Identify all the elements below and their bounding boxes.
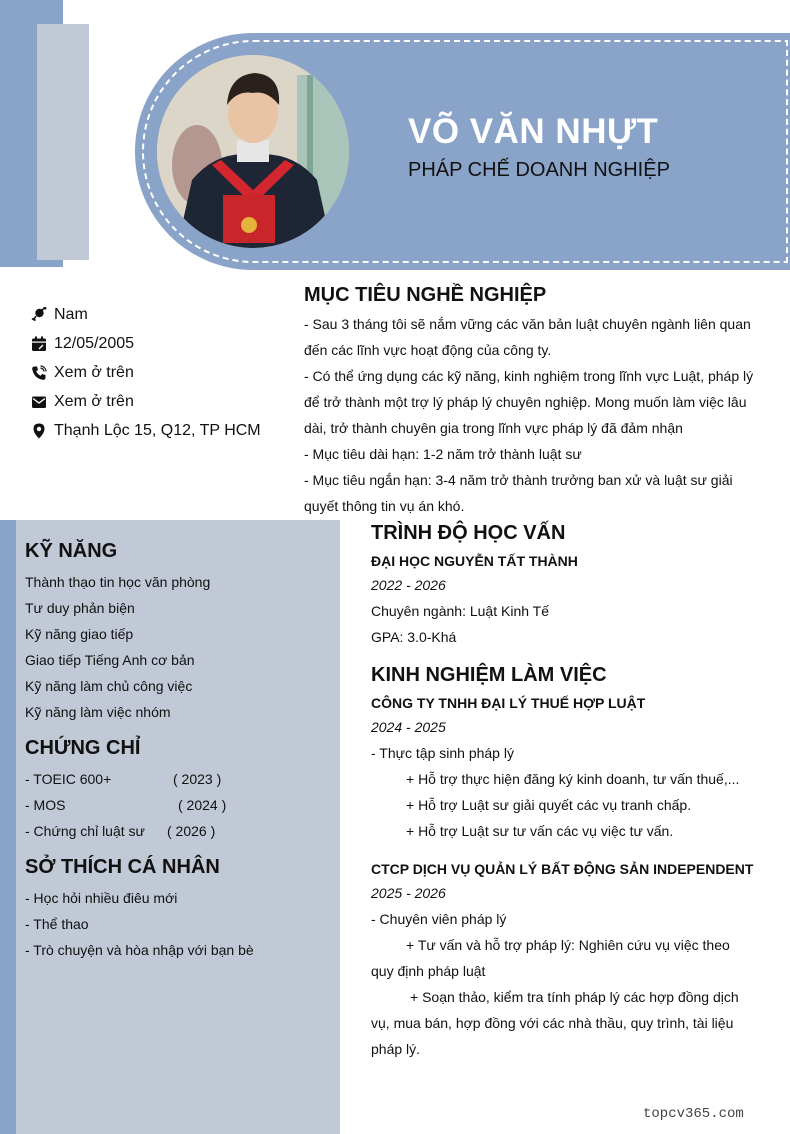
candidate-title: PHÁP CHẾ DOANH NGHIỆP — [408, 159, 670, 181]
certificate-year: ( 2023 ) — [173, 771, 222, 787]
certificate-item — [25, 792, 335, 818]
job-task: + Tư vấn và hỗ trợ pháp lý: Nghiên cứu vụ việc theo — [406, 937, 730, 953]
contact-birthdate-value: 12/05/2005 — [54, 334, 135, 352]
skill-item: Kỹ năng làm chủ công việc — [25, 678, 193, 694]
objective-paragraph: - Mục tiêu ngắn hạn: 3-4 năm trở thành trưởng ban xử và luật sư giải quyết thông tin vụ án khó. — [304, 472, 733, 514]
contact-address-value: Thạnh Lộc 15, Q12, TP HCM — [54, 421, 261, 439]
education-major: Chuyên ngành: Luật Kinh Tế — [371, 603, 549, 619]
experience-heading: KINH NGHIỆM LÀM VIỆC — [371, 664, 607, 686]
job-period: 2024 - 2025 — [371, 719, 446, 735]
job-task: + Soạn thảo, kiểm tra tính pháp lý các hợp đồng dịch — [410, 989, 739, 1005]
job-entry — [371, 692, 771, 844]
objective-paragraph: - Mục tiêu dài hạn: 1-2 năm trở thành luật sư — [304, 446, 582, 462]
email-icon — [30, 393, 47, 410]
portrait-image — [157, 55, 349, 248]
objective-paragraph: - Có thể ứng dụng các kỹ năng, kinh nghiệm trong lĩnh vực Luật, pháp lý để trở thành một trợ lý pháp lý chuyên nghiệp. Mong muốn làm việc lâu dài, trở thành chuyên gia trong lĩnh vực pháp lý đã đảm nhận — [304, 368, 754, 436]
skills-heading: KỸ NĂNG — [25, 540, 118, 562]
career-objective-section — [304, 284, 764, 519]
job-task: + Hỗ trợ thực hiện đăng ký kinh doanh, tư vấn thuế,... — [406, 771, 740, 787]
certificate-name: - Chứng chỉ luật sư — [25, 823, 145, 839]
profile-photo — [157, 55, 349, 248]
education-gpa: GPA: 3.0-Khá — [371, 629, 457, 645]
job-role: - Thực tập sinh pháp lý — [371, 745, 514, 761]
school-name: ĐẠI HỌC NGUYỄN TẤT THÀNH — [371, 553, 578, 569]
contact-phone[interactable] — [30, 358, 261, 387]
company-name: CÔNG TY TNHH ĐẠI LÝ THUẾ HỢP LUẬT — [371, 695, 646, 711]
contact-info — [30, 300, 261, 445]
sidebar-accent-strip — [0, 520, 16, 1134]
certificate-year: ( 2026 ) — [167, 823, 216, 839]
hobby-item: - Học hỏi nhiều điêu mới — [25, 890, 178, 906]
contact-gender — [30, 300, 261, 329]
contact-birthdate — [30, 329, 261, 358]
contact-phone-value: Xem ở trên — [54, 363, 134, 381]
career-objective-heading: MỤC TIÊU NGHỀ NGHIỆP — [304, 284, 547, 306]
skills-section — [25, 540, 335, 725]
job-task-continued: quy định pháp luật — [371, 963, 486, 979]
decorative-block-light — [37, 24, 89, 260]
certificate-name: - TOEIC 600+ — [25, 771, 112, 787]
skill-item: Kỹ năng làm việc nhóm — [25, 704, 171, 720]
company-name: CTCP DỊCH VỤ QUẢN LÝ BẤT ĐỘNG SẢN INDEPENDENT — [371, 861, 754, 877]
skill-item: Giao tiếp Tiếng Anh cơ bản — [25, 652, 195, 668]
education-period: 2022 - 2026 — [371, 577, 446, 593]
job-task: + Hỗ trợ Luật sư tư vấn các vụ việc tư vấn. — [406, 823, 674, 839]
sidebar-content — [25, 540, 335, 975]
contact-gender-value: Nam — [54, 305, 88, 323]
skill-item: Kỹ năng giao tiếp — [25, 626, 134, 642]
education-heading: TRÌNH ĐỘ HỌC VẤN — [371, 522, 566, 544]
certificates-heading: CHỨNG CHỈ — [25, 737, 141, 759]
education-section — [371, 522, 771, 650]
job-task: + Hỗ trợ Luật sư giải quyết các vụ tranh chấp. — [406, 797, 692, 813]
gender-icon — [30, 306, 47, 323]
objective-paragraph: - Sau 3 tháng tôi sẽ nắm vững các văn bản luật chuyên ngành liên quan đến các lĩnh vực hoạt động của công ty. — [304, 316, 751, 358]
job-task-continued: vụ, mua bán, hợp đồng với các nhà thầu, quy trình, tài liệu — [371, 1015, 734, 1031]
job-period: 2025 - 2026 — [371, 885, 446, 901]
certificate-name: - MOS — [25, 797, 66, 813]
hobbies-heading: SỞ THÍCH CÁ NHÂN — [25, 856, 220, 878]
hobby-item: - Trò chuyện và hòa nhập với bạn bè — [25, 942, 254, 958]
certificate-item — [25, 818, 335, 844]
hobby-item: - Thể thao — [25, 916, 89, 932]
location-pin-icon — [30, 422, 47, 439]
certificates-section — [25, 737, 335, 844]
contact-email-value: Xem ở trên — [54, 392, 134, 410]
skill-item: Thành thạo tin học văn phòng — [25, 574, 211, 590]
candidate-name: VÕ VĂN NHỰT — [408, 112, 659, 151]
certificate-item — [25, 766, 335, 792]
job-role: - Chuyên viên pháp lý — [371, 911, 507, 927]
calendar-icon — [30, 335, 47, 352]
watermark: topcv365.com — [643, 1106, 744, 1122]
job-entry — [371, 858, 771, 1062]
contact-address — [30, 416, 261, 445]
phone-icon — [30, 364, 47, 381]
job-task-continued: pháp lý. — [371, 1041, 421, 1057]
main-content — [371, 522, 771, 1076]
skill-item: Tư duy phản biện — [25, 600, 135, 616]
certificate-year: ( 2024 ) — [178, 797, 227, 813]
experience-section — [371, 664, 771, 1062]
contact-email[interactable] — [30, 387, 261, 416]
hobbies-section — [25, 856, 335, 963]
